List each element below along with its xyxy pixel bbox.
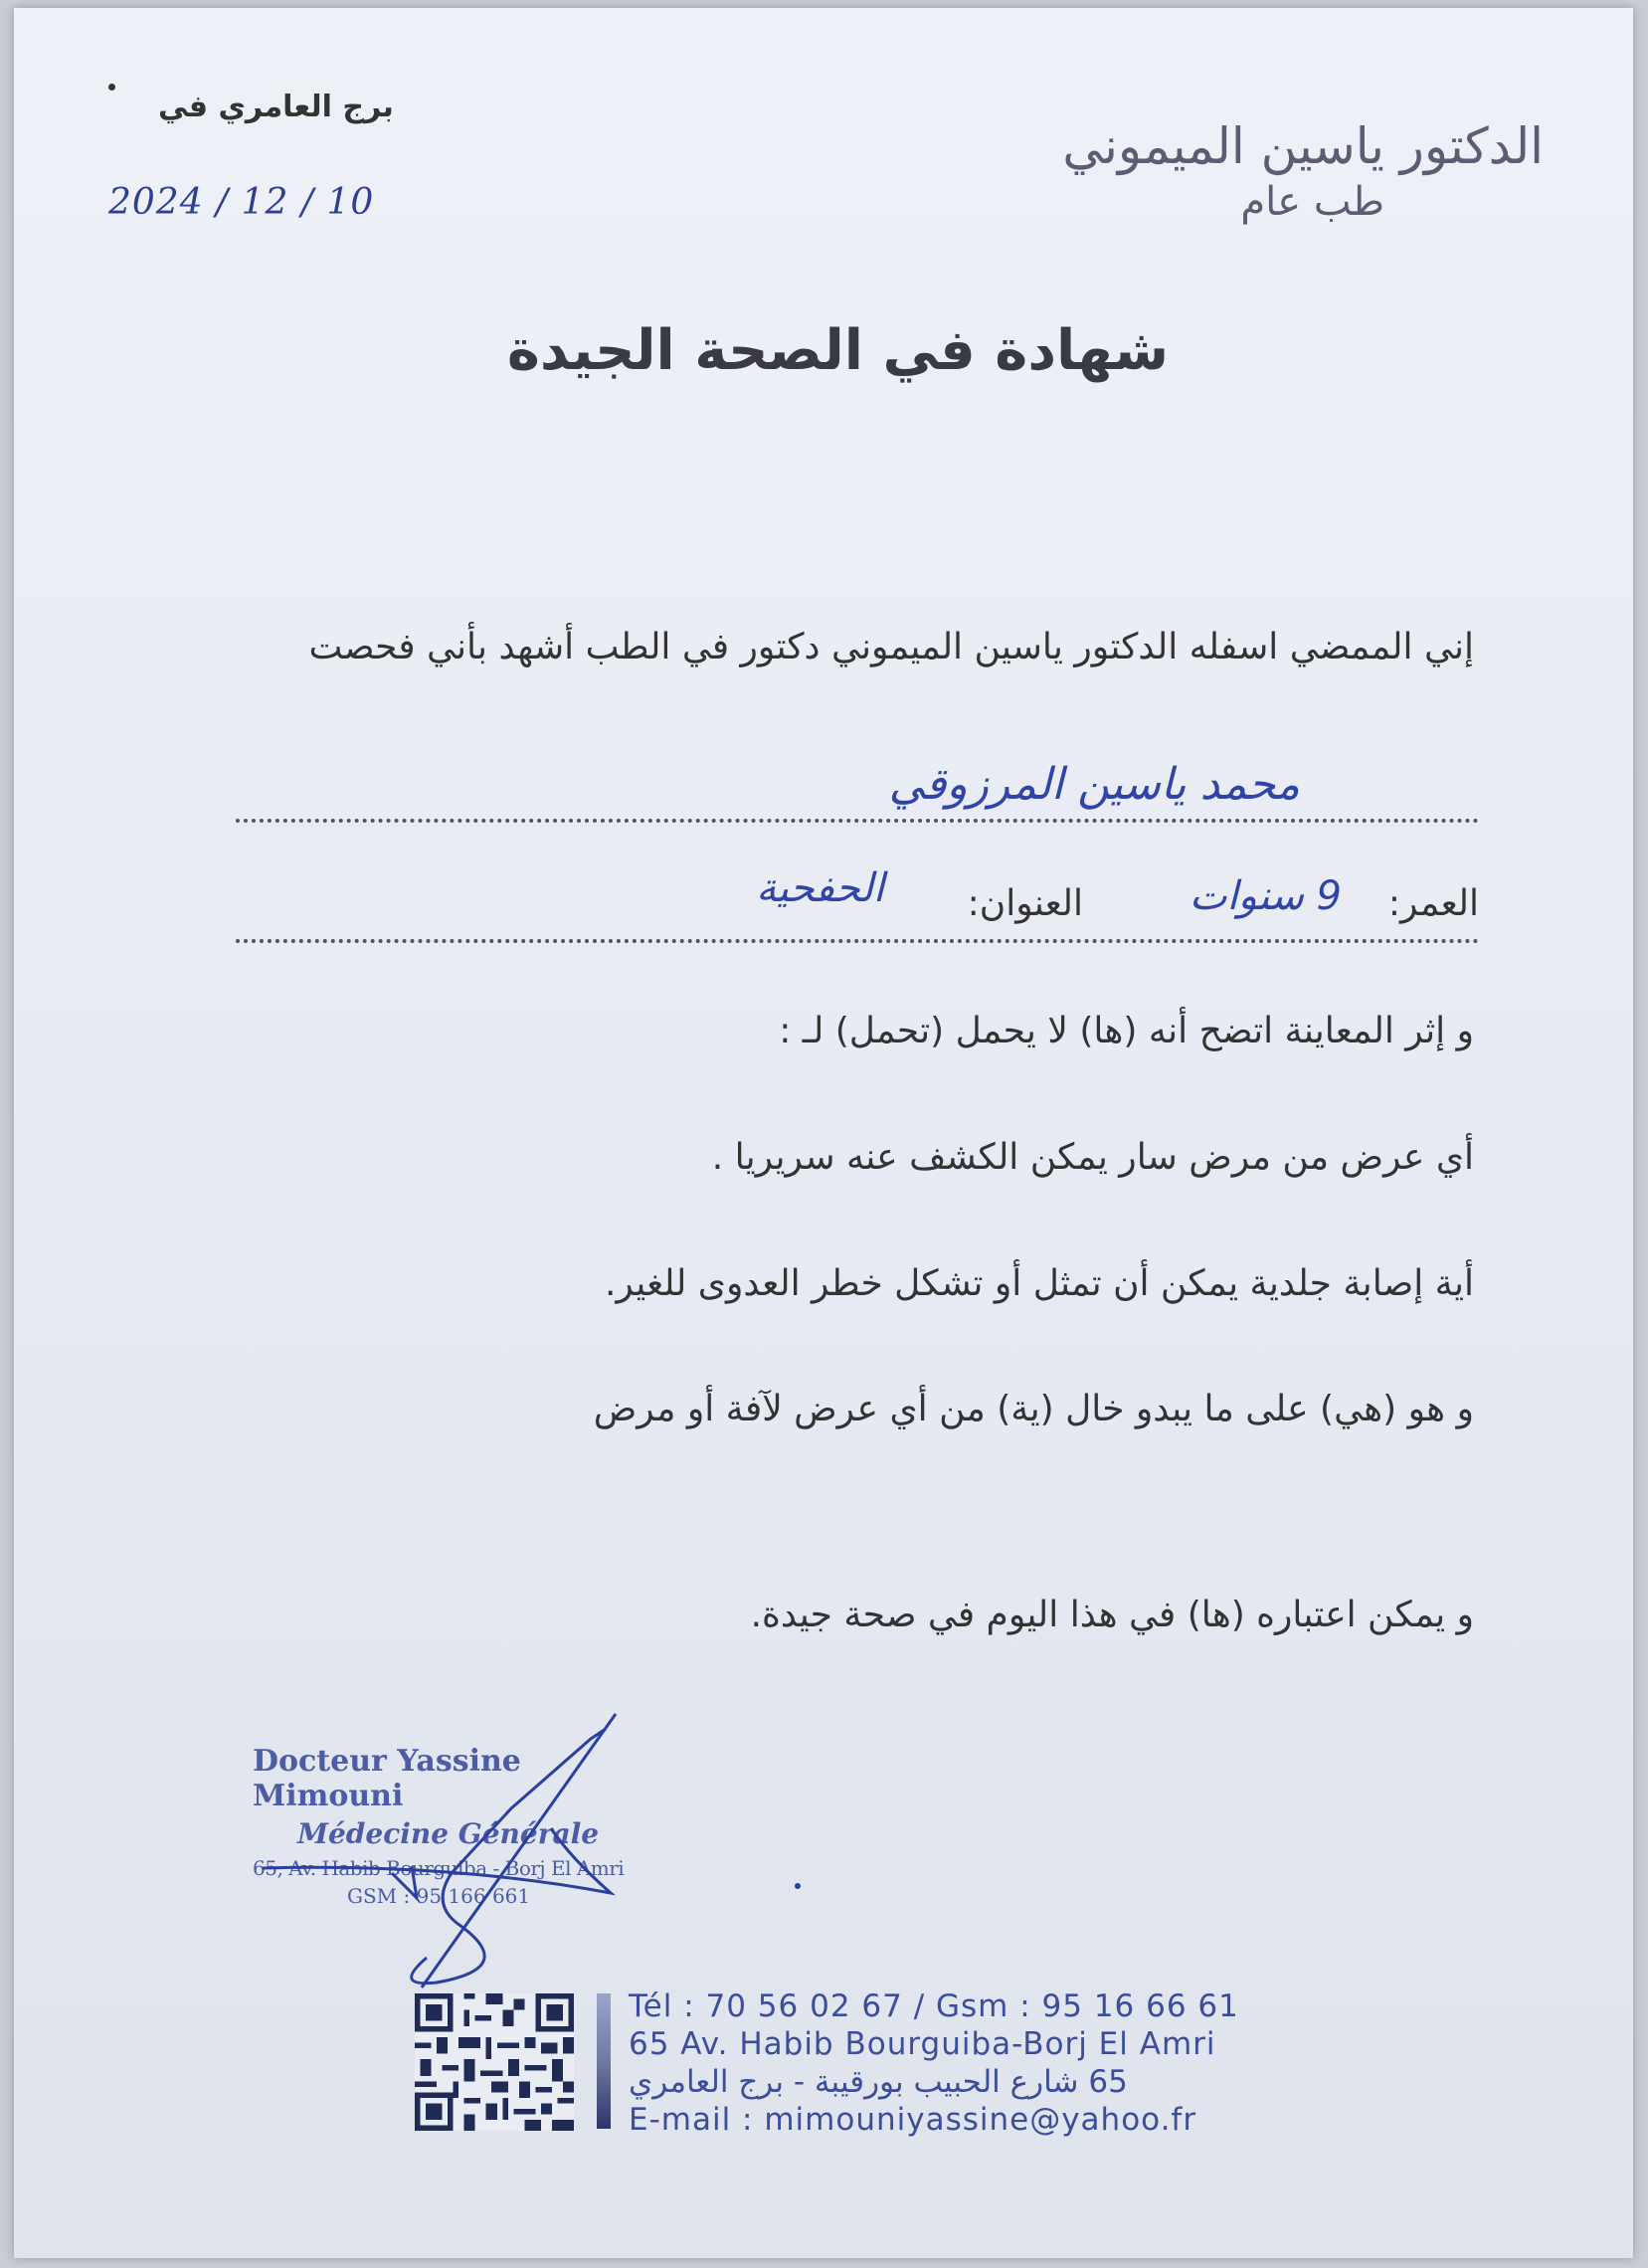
statement-line-7: و هو (هي) على ما يبدو خال (ية) من أي عرض لآفة أو مرض	[593, 1389, 1474, 1429]
patient-name: محمد ياسين المرزوقي	[888, 759, 1300, 810]
stamp-name: Docteur Yassine Mimouni	[253, 1744, 521, 1813]
age-address-row	[236, 865, 1479, 943]
footer-email: E-mail : mimouniyassine@yahoo.fr	[629, 2102, 1197, 2138]
patient-age: 9 سنوات	[1182, 873, 1350, 919]
ink-dot	[108, 84, 115, 91]
statement-line-4: و إثر المعاينة اتضح أنه (ها) لا يحمل (تحمل) لـ :	[779, 1011, 1474, 1051]
statement-line-6: أية إصابة جلدية يمكن أن تمثل أو تشكل خطر العدوى للغير.	[604, 1263, 1474, 1304]
statement-line-8: و يمكن اعتباره (ها) في هذا اليوم في صحة جيدة.	[750, 1595, 1474, 1635]
address-label: العنوان:	[960, 883, 1091, 924]
stamp-gsm: GSM : 95 166 661	[347, 1884, 531, 1908]
handwritten-date: 2024 / 12 / 10	[108, 182, 375, 223]
doctor-name: الدكتور ياسين الميموني	[1062, 117, 1544, 175]
footer-contact	[629, 1987, 1239, 2139]
certificate-sheet	[14, 8, 1633, 2258]
statement-line-1: إني الممضي اسفله الدكتور ياسين الميموني دكتور في الطب أشهد بأني فحصت	[308, 627, 1474, 667]
patient-address: الحفحية	[748, 865, 892, 911]
signature	[253, 1699, 849, 1997]
patient-name-row	[236, 759, 1479, 823]
footer-address-ar: 65 شارع الحبيب بورقيبة - برج العامري	[629, 2064, 1128, 2100]
qr-code	[415, 1992, 574, 2132]
stamp-address: 65, Av. Habib Bourguiba - Borj El Amri	[253, 1856, 625, 1880]
statement-line-5: أي عرض من مرض سار يمكن الكشف عنه سريريا .	[711, 1137, 1474, 1178]
doctor-specialty: طب عام	[1240, 179, 1384, 225]
stamp-specialty: Médecine Générale	[297, 1817, 600, 1850]
place-label: برج العامري في	[158, 90, 394, 124]
age-label: العمر:	[1378, 883, 1479, 924]
footer-address-fr: 65 Av. Habib Bourguiba-Borj El Amri	[629, 2026, 1216, 2062]
footer-phone: Tél : 70 56 02 67 / Gsm : 95 16 66 61	[629, 1988, 1239, 2024]
footer-divider	[597, 1993, 611, 2129]
certificate-title: شهادة في الصحة الجيدة	[506, 318, 1170, 383]
